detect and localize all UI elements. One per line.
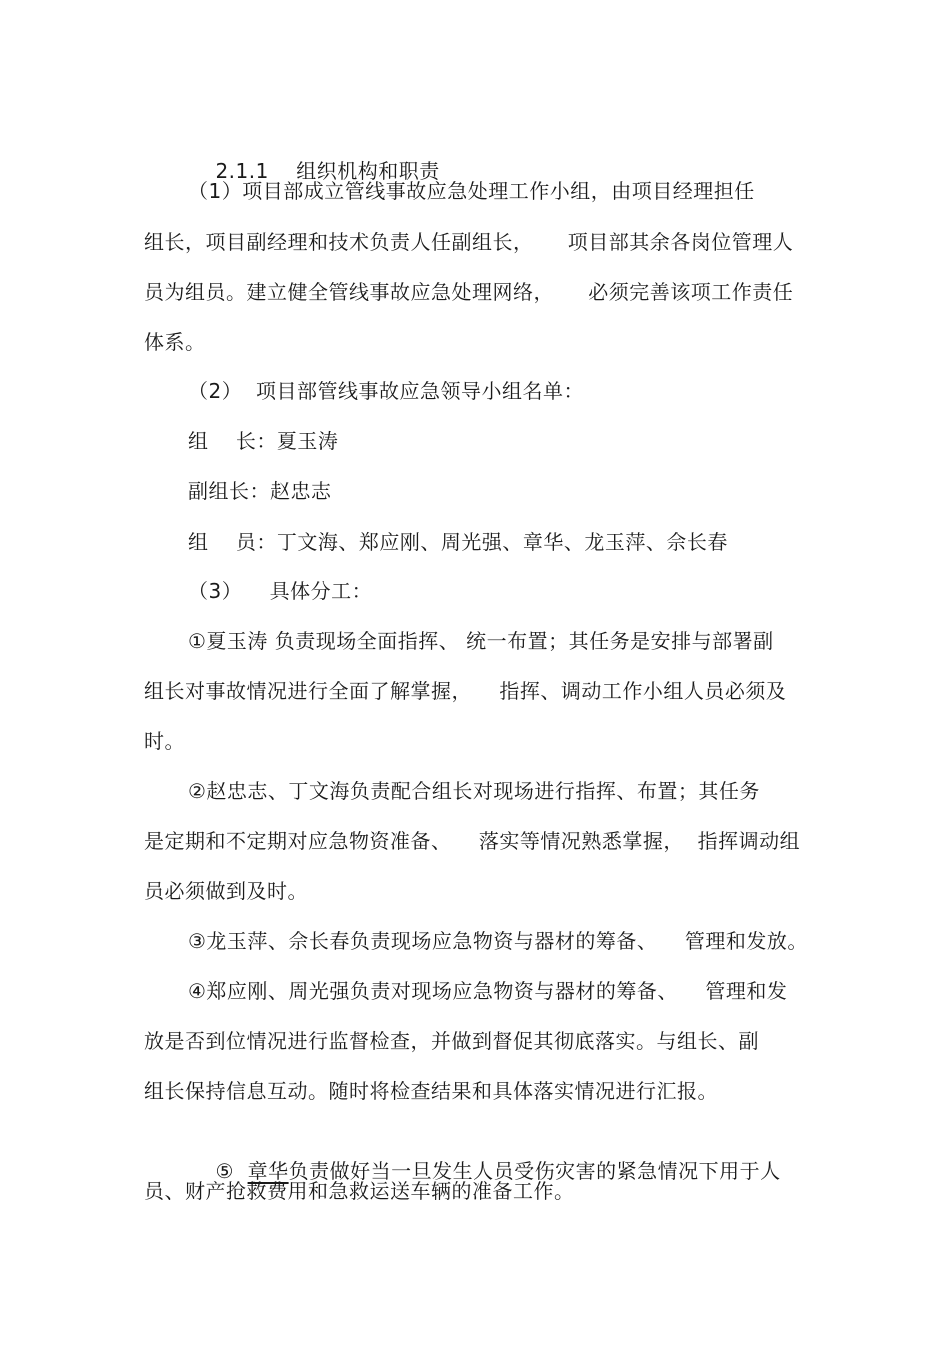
paragraph-line: （1）项目部成立管线事故应急处理工作小组，由项目经理担任 <box>188 179 755 203</box>
duty-marker: ⑤ <box>215 1159 248 1183</box>
paragraph-line: （3） 具体分工： <box>188 579 373 603</box>
paragraph-line: ①夏玉涛 负责现场全面指挥、 统一布置；其任务是安排与部署副 <box>188 629 774 653</box>
roster-deputy: 副组长：赵忠志 <box>188 479 332 503</box>
roster-members: 组 员：丁文海、郑应刚、周光强、章华、龙玉萍、佘长春 <box>188 530 728 554</box>
section-number: 2.1.1 <box>215 159 269 183</box>
paragraph-line: ②赵忠志、丁文海负责配合组长对现场进行指挥、布置；其任务 <box>188 779 760 803</box>
paragraph-line: 组长，项目副经理和技术负责人任副组长， 项目部其余各岗位管理人 <box>144 230 794 254</box>
paragraph-line: ④郑应刚、周光强负责对现场应急物资与器材的筹备、 管理和发 <box>188 979 788 1003</box>
paragraph-line: ③龙玉萍、佘长春负责现场应急物资与器材的筹备、 管理和发放。 <box>188 929 808 953</box>
paragraph-line: （2） 项目部管线事故应急领导小组名单： <box>188 379 584 403</box>
paragraph-line: 体系。 <box>144 330 206 354</box>
section-title: 组织机构和职责 <box>296 159 440 183</box>
paragraph-line: 员、财产抢救费用和急救运送车辆的准备工作。 <box>144 1179 575 1203</box>
paragraph-line: 组长保持信息互动。随时将检查结果和具体落实情况进行汇报。 <box>144 1079 718 1103</box>
paragraph-line: 时。 <box>144 729 185 753</box>
paragraph-line: 员为组员。建立健全管线事故应急处理网络， 必须完善该项工作责任 <box>144 280 794 304</box>
duty-text: 负责做好当一旦发生人员受伤灾害的紧急情况下用于人 <box>288 1159 781 1183</box>
paragraph-line: 组长对事故情况进行全面了解掌握， 指挥、调动工作小组人员必须及 <box>144 679 787 703</box>
roster-leader: 组 长：夏玉涛 <box>188 429 339 453</box>
paragraph-line: 是定期和不定期对应急物资准备、 落实等情况熟悉掌握， 指挥调动组 <box>144 829 801 853</box>
paragraph-line: 放是否到位情况进行监督检查，并做到督促其彻底落实。与组长、副 <box>144 1029 759 1053</box>
paragraph-line: 员必须做到及时。 <box>144 879 308 903</box>
underlined-name: 章华 <box>247 1159 289 1183</box>
